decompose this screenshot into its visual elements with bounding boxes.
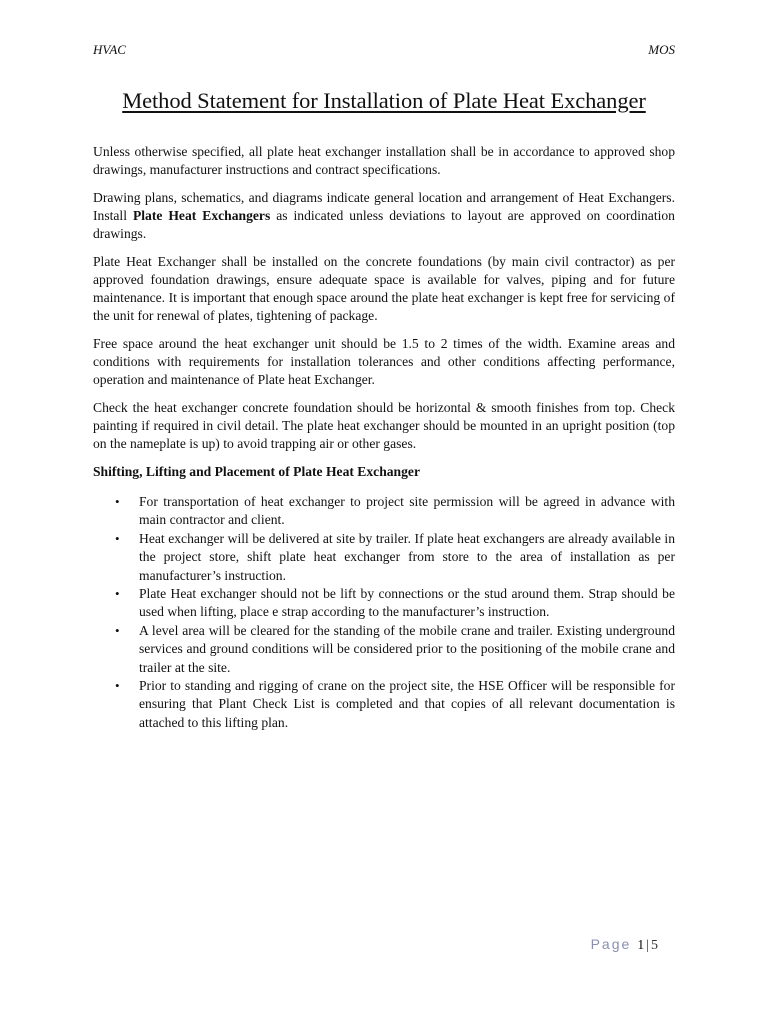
paragraph-drawings-text-start: Drawing plans, schematics, and diagrams indicate general location and arrangement of Heat Exchangers. Install — [93, 189, 675, 224]
section-heading: Shifting, Lifting and Placement of Plate Heat Exchanger — [93, 464, 420, 480]
list-item-text: A level area will be cleared for the standing of the mobile crane and trailer. Existing underground services and ground conditions will be considered prior to the positioning of the mobile crane and trailer at the site. — [139, 623, 675, 675]
list-item — [93, 585, 675, 621]
paragraph-drawings-bold-term: Plate Heat Exchangers — [132, 208, 271, 224]
paragraph-foundation-check: Check the heat exchanger concrete foundation should be horizontal & smooth finishes from top. Check painting if required in civil detail. The plate heat exchanger should be mounted in an upright position (top on the nameplate is up) to avoid trapping air or other gases. — [93, 399, 675, 452]
page-number: 1 — [637, 938, 645, 953]
bullet-list — [93, 493, 675, 732]
paragraph-specification: Unless otherwise specified, all plate heat exchanger installation shall be in accordance to approved shop drawings, manufacturer instructions and contract specifications. — [93, 144, 675, 178]
paragraph-drawings-text-end: as indicated unless deviations to layout are approved on coordination drawings. — [93, 208, 675, 242]
list-item-text: Plate Heat exchanger should not be lift by connections or the stud around them. Strap should be used when lifting, place e strap according to the manufacturer’s instruction. — [139, 586, 675, 620]
bullet-icon: • — [115, 531, 120, 547]
list-item — [93, 622, 675, 677]
paragraph-drawings — [93, 189, 675, 244]
header-left-label: HVAC — [93, 42, 126, 57]
list-item-text: For transportation of heat exchanger to project site permission will be agreed in advance with main contractor and client. — [139, 494, 675, 528]
page-header — [93, 42, 675, 58]
paragraph-foundations: Plate Heat Exchanger shall be installed on the concrete foundations (by main civil contractor) as per approved foundation drawings, ensure adequate space is available for valves, piping and for future maintenance. It is important that enough space around the plate heat exchanger is kept free for servicing of the unit for renewal of plates, tightening of package. — [93, 253, 675, 324]
page-footer — [591, 936, 658, 954]
list-item — [93, 677, 675, 732]
document-body — [93, 143, 675, 732]
bullet-icon: • — [115, 623, 120, 639]
list-item-text: Prior to standing and rigging of crane on the project site, the HSE Officer will be responsible for ensuring that Plant Check List is completed and that copies of all relevant documentation is attached to this lifting plan. — [139, 678, 675, 730]
list-item-text: Heat exchanger will be delivered at site by trailer. If plate heat exchangers are already available in the project store, shift plate heat exchanger from store to the area of installation as per manufacturer’s instruction. — [139, 531, 675, 583]
bullet-icon: • — [115, 586, 120, 602]
header-right-label: MOS — [648, 42, 675, 57]
total-pages: 5 — [651, 938, 658, 953]
list-item — [93, 493, 675, 529]
page-word-label: Page — [590, 936, 632, 952]
page-separator: | — [646, 938, 649, 953]
document-title: Method Statement for Installation of Plate Heat Exchanger — [122, 88, 646, 113]
bullet-icon: • — [115, 678, 120, 694]
list-item — [93, 530, 675, 585]
paragraph-free-space: Free space around the heat exchanger unit should be 1.5 to 2 times of the width. Examine areas and conditions with requirements for installation tolerances and other conditions affecting performance, operation and maintenance of Plate heat Exchanger. — [93, 335, 675, 388]
bullet-icon: • — [115, 494, 120, 510]
